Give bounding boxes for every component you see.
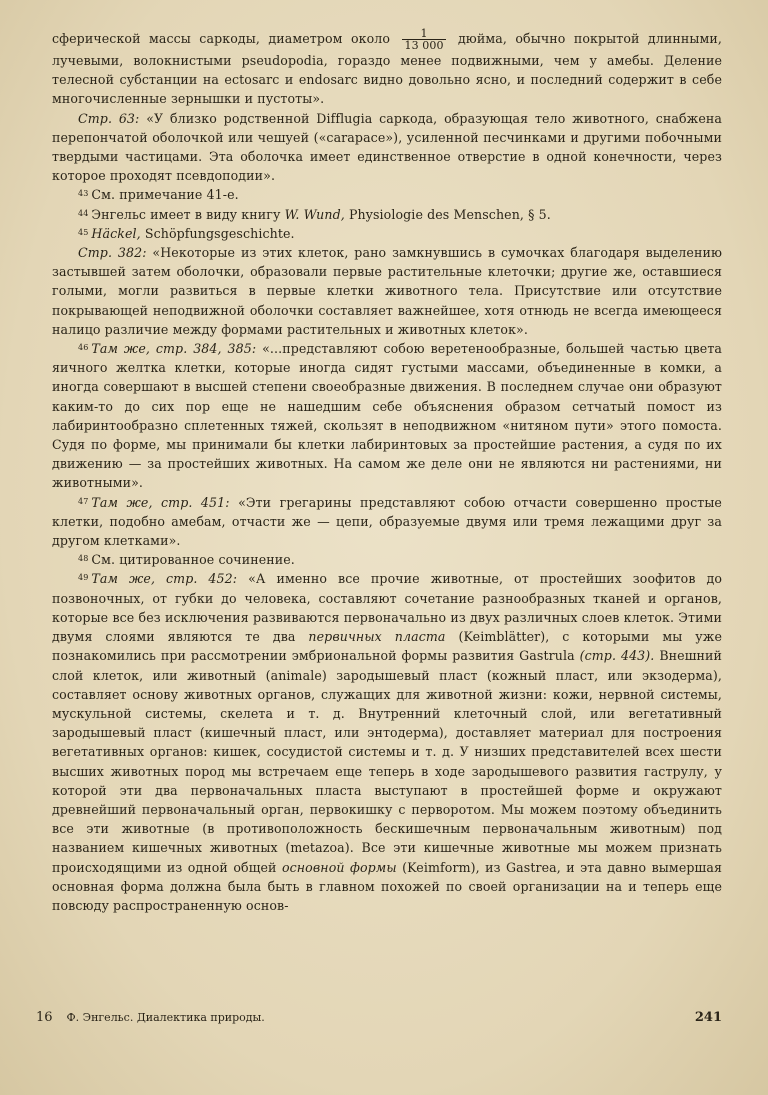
quote-text: «У близко родственной Difflugia саркода, образующая тело животного, снабжена перепончатой оболочкой или чешуей («carapace»), усиленной песчинками и другими побочными твердыми частицами. Эта оболочка имеет единственное отверстие в одной конечности, через которое проходят псевдоподии». — [52, 110, 723, 184]
footnote-text: См. цитированное сочинение. — [91, 552, 295, 568]
fraction-numerator: 1 — [402, 28, 445, 40]
footnote-44 — [52, 205, 722, 224]
footnote-47 — [52, 493, 722, 551]
footnote-number: 45 — [78, 227, 89, 237]
fraction-denominator: 13 000 — [404, 39, 444, 52]
quote-text: «...представляют собою веретенообразные, большей частью цвета яичного желтка клетки, которые иногда сидят густыми массами, объединенные в комки, а иногда совершают в высшей степени своеобразные движения. В последнем случае они образуют каким-то до сих пор еще не нашедшим себе объяснения образом сетчатый помост из лабиринтообразно сплетенных тяжей, скользят в неподвижном «нитяном пути» этого помоста. Судя по форме, мы принимали бы клетки лабиринтовых за простейшие растения, а судя по их движению — за простейших животных. На самом же деле они не являются ни растениями, ни животными». — [52, 341, 723, 491]
page-reference: Там же, стр. 451: — [91, 494, 230, 510]
line1-after: дюйма, обычно покрытой — [457, 31, 640, 46]
footer-left — [36, 1010, 265, 1025]
footnote-text: Энгельс имеет в виду книгу — [91, 206, 281, 222]
footnote-number: 49 — [78, 573, 89, 583]
book-title: Schöpfungsgeschichte. — [144, 225, 295, 241]
emphasized-term: основной формы — [281, 859, 397, 875]
emphasized-term: первичных пласта — [308, 629, 446, 645]
author-name: Häckel, — [91, 225, 141, 241]
quote-text: «Некоторые из этих клеток, рано замкнувшись в сумочках благодаря выделению застывшей затем оболочки, образовали первые растительные клеточки; другие же, оставшиеся голыми, могли развиться в первые клетки животного тела. Присутствие или отсутствие покрывающей неподвижной оболочки составляет важнейшее, хотя отнюдь не всегда имеющееся налицо различие между формами растительных и животных клеток». — [52, 245, 723, 337]
quote-text: Внешний слой клеток, или животный (animale) зародышевый пласт (кожный пласт, или экзодерма), составляет основу животных органов, служащих для животной жизни: кожи, нервной системы, мускульной системы, скелета и т. д. Внутренний клеточный слой, или вегетативный зародышевый пласт (кишечный пласт, или энтодерма), доставляет материал для построения вегетативных органов: кишек, сосудистой системы и т. д. У низших представителей всех шести высших животных пород мы встречаем еще теперь в ходе зародышевого развития гаструлу, у которой эти два первоначальных пласта выступают в простейшей форме и окружают древнейший первоначальный орган, первокишку с перворотом. Мы можем поэтому объединить все эти животные (в противоположность бескишечным первоначальным животным) под названием кишечных животных (metazoa). Все эти кишечные животные мы можем признать происходящими из одной общей — [52, 648, 723, 875]
footnote-number: 43 — [78, 189, 89, 199]
footnote-number: 46 — [78, 343, 89, 353]
quote-text: (Keimform), из Gastrea, и эта давно вымершая основная форма должна была быть в главном похожей по своей организации на и теперь еще повсюду распространенную основ- — [52, 859, 722, 913]
book-title: Physiologie des Menschen, § 5. — [348, 206, 551, 222]
sheet-number: 16 — [36, 1010, 53, 1025]
fraction — [402, 28, 445, 51]
footnote-49 — [52, 569, 722, 915]
page-reference: Там же, стр. 452: — [91, 571, 238, 587]
quote-text: «Эти грегарины представляют собою отчасти совершенно простые клетки, подобно амебам, отчасти же — цепи, образуемые двумя или тремя лежащими друг за другом клетками». — [52, 494, 722, 549]
paragraph-continued — [52, 28, 722, 109]
page-body — [52, 28, 722, 915]
footnote-43 — [52, 185, 722, 204]
page-reference: Стр. 382: — [78, 245, 147, 261]
page-reference: Там же, стр. 384, 385: — [91, 341, 257, 357]
quote-paragraph-p382 — [52, 243, 722, 339]
footnote-number: 48 — [78, 554, 89, 564]
quote-paragraph-p63 — [52, 109, 722, 186]
print-signature: Ф. Энгельс. Диалектика природы. — [66, 1011, 265, 1024]
footnote-48 — [52, 550, 722, 569]
page-reference: (стр. 443). — [579, 648, 655, 664]
page-reference: Стр. 63: — [78, 110, 140, 126]
footnote-46 — [52, 339, 722, 493]
quote-text: (Keimblätter), с которыми мы уже познакомились при рассмотрении эмбриональной формы развития Gastrula — [52, 629, 723, 664]
quote-text: «А именно все прочие животные, от простейших зоофитов до позвоночных, от губки до человека, составляют сочетание разнообразных тканей и органов, которые все без исключения развиваются первоначально из двух различных слоев клеток. Этими двумя слоями являются те два — [52, 571, 723, 645]
line1-before: сферической массы саркоды, диаметром около — [52, 31, 391, 46]
paragraph-rest: длинными, лучевыми, волокнистыми pseudopodia, гораздо менее подвижными, чем у амебы. Деление телесной субстанции на ectosarc и endosarc видно довольно ясно, и последний содержит в себе многочисленные зернышки и пустоты». — [52, 31, 722, 107]
footnote-number: 47 — [78, 496, 89, 506]
author-name: W. Wund, — [284, 206, 345, 222]
page-footer — [36, 1010, 722, 1025]
footnote-number: 44 — [78, 208, 89, 218]
page-number: 241 — [694, 1010, 722, 1025]
footnote-text: См. примечание 41-е. — [91, 187, 239, 203]
footnote-45 — [52, 224, 722, 243]
